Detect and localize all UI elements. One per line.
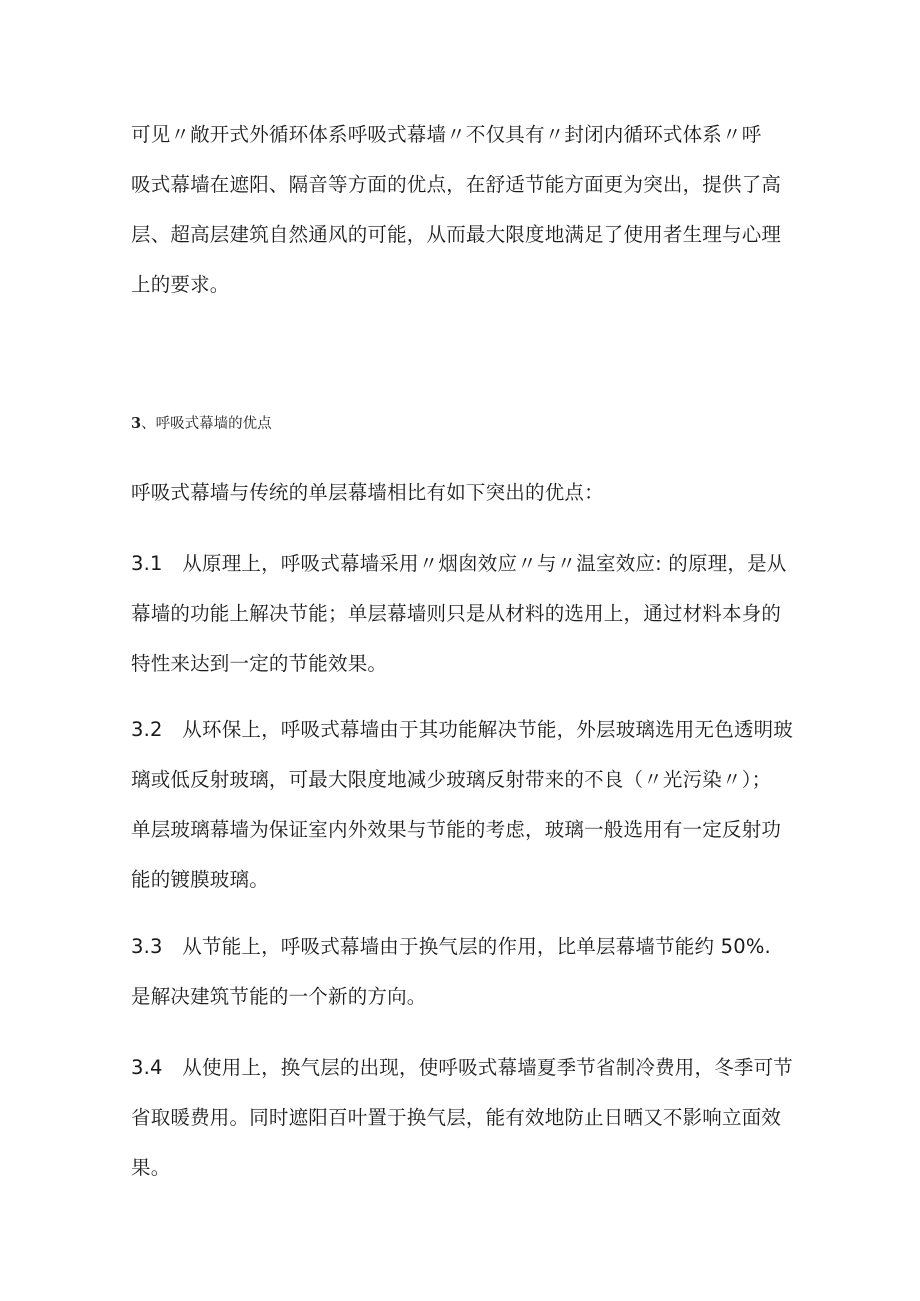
paragraph-line: 璃或低反射玻璃，可最大限度地减少玻璃反射带来的不良（〃光污染〃）； bbox=[131, 768, 772, 791]
paragraph-line: 特性来达到一定的节能效果。 bbox=[131, 652, 388, 675]
paragraph-line: 呼吸式幕墙与传统的单层幕墙相比有如下突出的优点： bbox=[131, 481, 604, 504]
item-3-2-paragraph bbox=[131, 705, 793, 905]
paragraph-line: 省取暖费用。同时遮阳百叶置于换气层，能有效地防止日晒又不影响立面效 bbox=[131, 1106, 782, 1129]
paragraph-line: 果。 bbox=[131, 1156, 171, 1179]
paragraph-line: 单层玻璃幕墙为保证室内外效果与节能的考虑，玻璃一般选用有一定反射功 bbox=[131, 818, 782, 841]
paragraph-line: 3.1 从原理上，呼吸式幕墙采用〃烟囱效应〃与〃温室效应: 的原理，是从 bbox=[131, 552, 787, 575]
section-title: 、呼吸式幕墙的优点 bbox=[141, 416, 272, 432]
paragraph-line: 3.2 从环保上，呼吸式幕墙由于其功能解决节能，外层玻璃选用无色透明玻 bbox=[131, 718, 794, 741]
paragraph-line: 吸式幕墙在遮阳、隔音等方面的优点，在舒适节能方面更为突出，提供了高 bbox=[131, 173, 782, 196]
paragraph-line: 能的镀膜玻璃。 bbox=[131, 868, 269, 891]
paragraph-line: 3.4 从使用上，换气层的出现，使呼吸式幕墙夏季节省制冷费用，冬季可节 bbox=[131, 1056, 794, 1079]
intro-paragraph bbox=[131, 110, 793, 310]
section-number: 3 bbox=[131, 415, 142, 432]
item-3-4-paragraph bbox=[131, 1043, 793, 1193]
paragraph-line: 是解决建筑节能的一个新的方向。 bbox=[131, 985, 427, 1008]
paragraph-line: 上的要求。 bbox=[131, 273, 230, 296]
section-heading bbox=[131, 412, 272, 436]
item-3-3-paragraph bbox=[131, 922, 793, 1022]
paragraph-line: 层、超高层建筑自然通风的可能，从而最大限度地满足了使用者生理与心理 bbox=[131, 223, 782, 246]
paragraph-line: 可见〃敞开式外循环体系呼吸式幕墙〃不仅具有〃封闭内循环式体系〃呼 bbox=[131, 123, 762, 146]
item-3-1-paragraph bbox=[131, 539, 793, 689]
paragraph-line: 幕墙的功能上解决节能；单层幕墙则只是从材料的选用上，通过材料本身的 bbox=[131, 602, 782, 625]
paragraph-line: 3.3 从节能上，呼吸式幕墙由于换气层的作用，比单层幕墙节能约 50%. bbox=[131, 935, 771, 958]
lead-paragraph bbox=[131, 468, 793, 518]
